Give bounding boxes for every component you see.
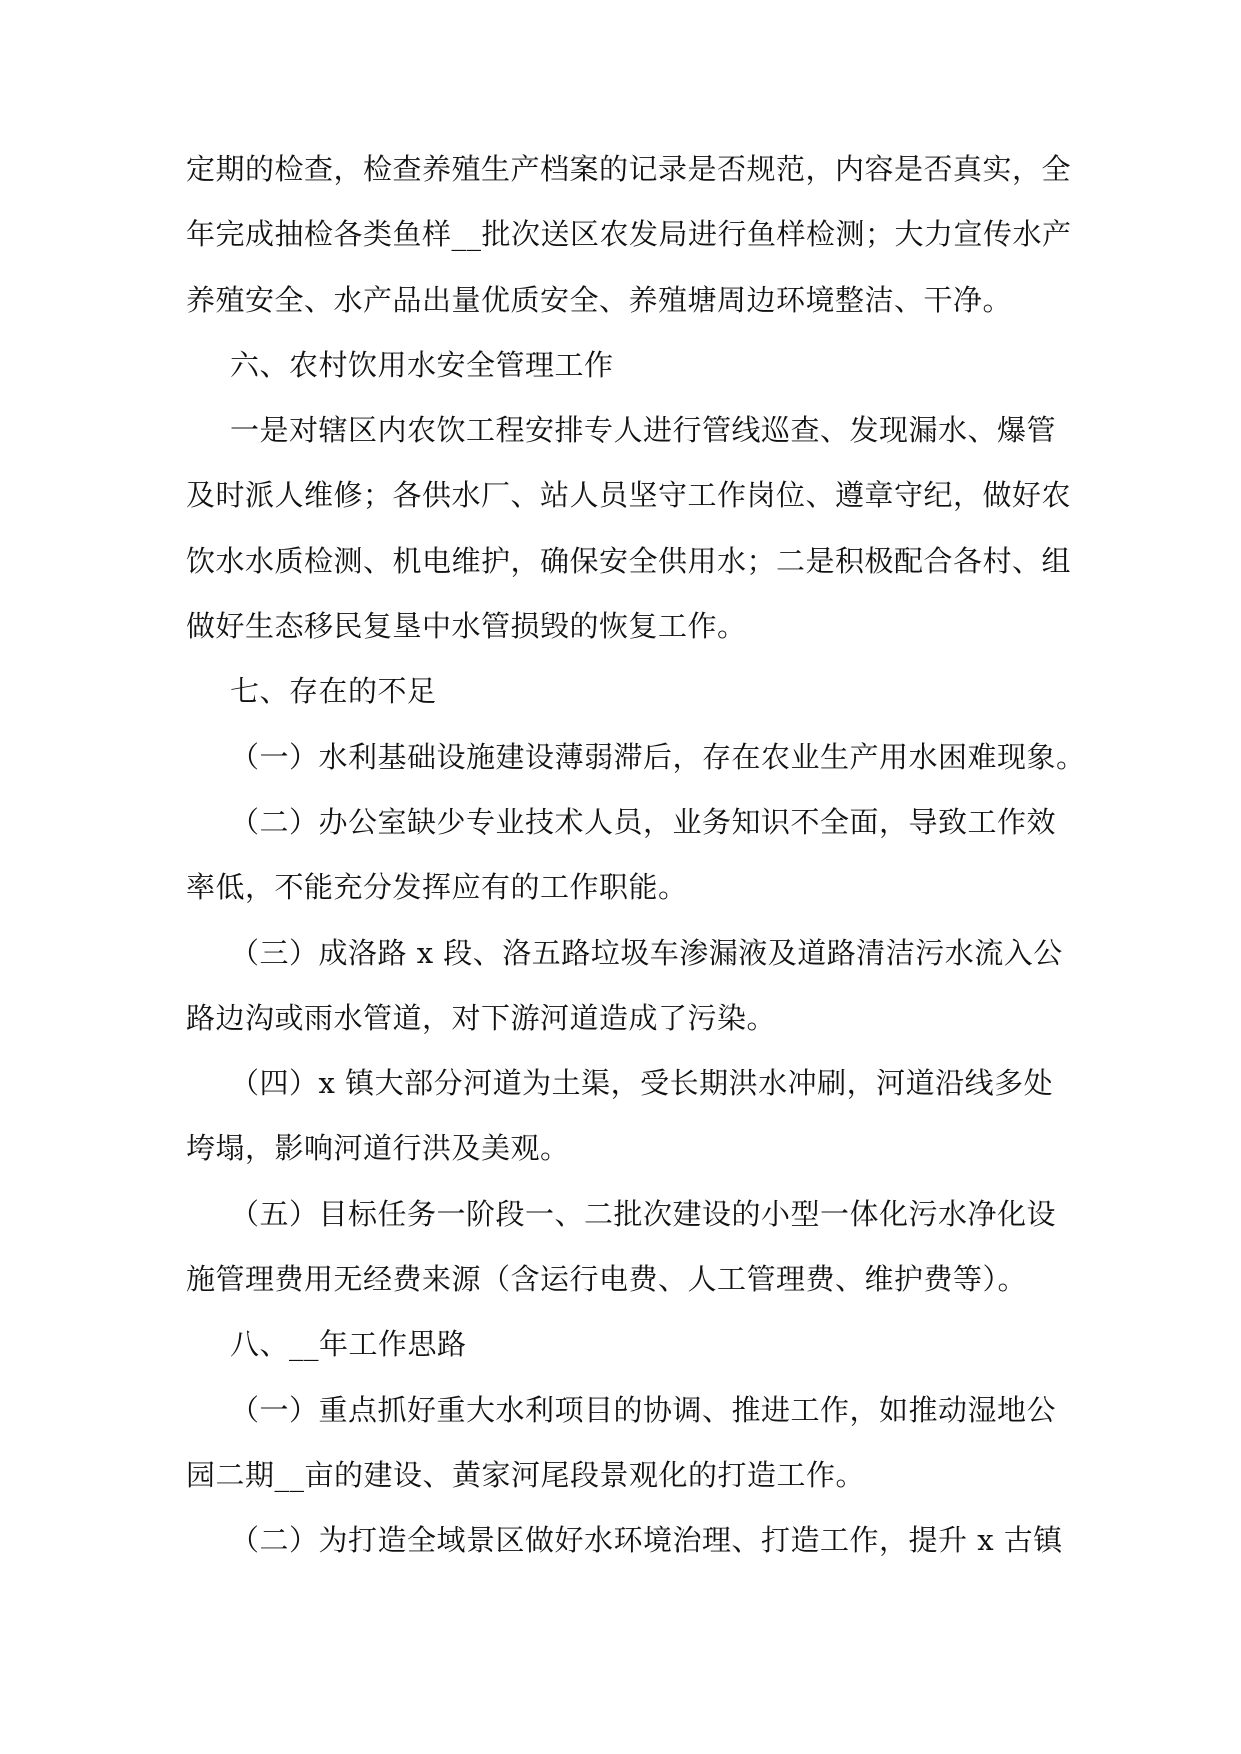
document-body [186, 152, 1086, 1592]
section-heading: 六、农村饮用水安全管理工作 [230, 347, 614, 382]
text-line: 一是对辖区内农饮工程安排专人进行管线巡查、发现漏水、爆管 [230, 413, 1057, 448]
text-line: （一）水利基础设施建设薄弱滞后，存在农业生产用水困难现象。 [230, 739, 1086, 774]
text-line: （五）目标任务一阶段一、二批次建设的小型一体化污水净化设 [230, 1196, 1057, 1231]
text-line: 养殖安全、水产品出量优质安全、养殖塘周边环境整洁、干净。 [186, 282, 1013, 317]
text-line: 做好生态移民复垦中水管损毁的恢复工作。 [186, 609, 747, 644]
text-line: （二）办公室缺少专业技术人员，业务知识不全面，导致工作效 [230, 804, 1057, 839]
section-heading: 八、__年工作思路 [230, 1327, 467, 1362]
text-line: 率低，不能充分发挥应有的工作职能。 [186, 870, 688, 905]
text-line: 定期的检查，检查养殖生产档案的记录是否规范，内容是否真实，全 [186, 152, 1072, 186]
text-line: 年完成抽检各类鱼样__批次送区农发局进行鱼样检测；大力宣传水产 [186, 217, 1072, 252]
text-line: （三）成洛路 x 段、洛五路垃圾车渗漏液及道路清洁污水流入公 [230, 935, 1063, 970]
text-line: 及时派人维修；各供水厂、站人员坚守工作岗位、遵章守纪，做好农 [186, 478, 1072, 513]
text-line: 施管理费用无经费来源（含运行电费、人工管理费、维护费等）。 [186, 1262, 1028, 1297]
text-line: （四）x 镇大部分河道为土渠，受长期洪水冲刷，河道沿线多处 [230, 1066, 1054, 1101]
text-line: 饮水水质检测、机电维护，确保安全供用水；二是积极配合各村、组 [186, 543, 1072, 578]
text-line: （二）为打造全域景区做好水环境治理、打造工作，提升 x 古镇 [230, 1523, 1063, 1558]
text-line: 路边沟或雨水管道，对下游河道造成了污染。 [186, 1000, 777, 1035]
text-line: （一）重点抓好重大水利项目的协调、推进工作，如推动湿地公 [230, 1392, 1057, 1427]
section-heading: 七、存在的不足 [230, 674, 437, 709]
text-line: 园二期__亩的建设、黄家河尾段景观化的打造工作。 [186, 1457, 866, 1492]
text-line: 垮塌，影响河道行洪及美观。 [186, 1131, 570, 1166]
